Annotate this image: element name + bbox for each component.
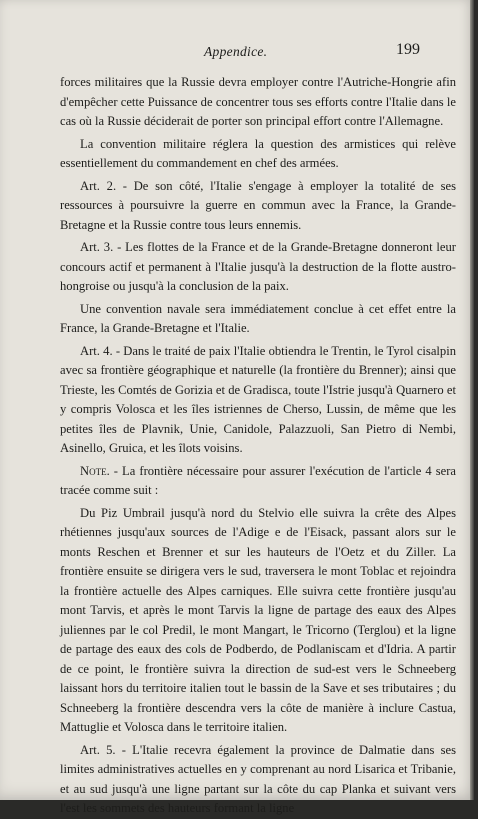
note-label: Note. — [80, 463, 110, 478]
paragraph: Art. 5. - L'Italie recevra également la province de Dalmatie dans ses limites administratives actuelles en y comprenant au nord Lisarica et Tribanie, et au sud jusqu'à une ligne partant sur la côte du cap Planka et suivant vers l'est les sommets des hauteurs formant la ligne — [60, 742, 456, 815]
page-number: 199 — [396, 41, 420, 58]
body-text — [60, 73, 456, 819]
paragraph: Art. 4. - Dans le traité de paix l'Italie obtiendra le Trentin, le Tyrol cisalpin avec sa frontière géographique et naturelle (la frontière du Brenner); ainsi que Trieste, les Comtés de Gorizia et de Gradisca, toute l'Istrie jusqu'à Quarnero et y compris Volosca et les îles istriennes de Cherso, Lussin, de même que les petites îles de Plavnik, Unie, Canidole, Palazzuoli, San Pietro di Nembi, Asinello, Gruica, et les îlots voisins. — [60, 343, 456, 455]
note-text: La frontière nécessaire pour assurer l'exécution de l'article 4 sera tracée comme suit : — [60, 463, 456, 497]
paragraph: Art. 3. - Les flottes de la France et de la Grande-Bretagne donneront leur concours actif et permanent à l'Italie jusqu'à la destruction de la flotte austro-hongroise ou jusqu'à la conclusion de la paix. — [60, 240, 456, 293]
page-edge-shadow — [470, 0, 474, 800]
paragraph: forces militaires que la Russie devra employer contre l'Autriche-Hongrie afin d'empêcher cette Puissance de concentrer tous ses efforts contre l'Italie dans le cas où la Russie déciderait de porter son principal effort contre l'Allemagne. — [60, 75, 456, 128]
paragraph: Art. 2. - De son côté, l'Italie s'engage à employer la totalité de ses ressources à poursuivre la guerre en commun avec la France, la Grande-Bretagne et la Russie contre tous leurs ennemis. — [60, 178, 456, 232]
note-paragraph: Note. - La frontière nécessaire pour assurer l'exécution de l'article 4 sera tracée comme suit : — [60, 463, 456, 497]
page-header — [0, 41, 474, 64]
paragraph: Du Piz Umbrail jusqu'à nord du Stelvio elle suivra la crête des Alpes rhétiennes jusqu'aux sources de l'Adige e de l'Eisack, passant alors sur le monts Reschen et Brenner et sur les hauteurs de l'Oetz et du Ziller. La frontière ensuite se dirigera vers le sud, traversera le mont Toblac et rejoindra la frontière actuelle des Alpes carniques. Elle suivra cette frontière jusqu'au mont Tarvis, et après le mont Tarvis la ligne de partage des eaux des Alpes juliennes par le col Predil, le mont Mangart, le Tricorno (Terglou) et la ligne de partage des eaux des cols de Podberdo, de Podlaniscam et d'Idria. A partir de ce point, le frontière suivra la direction de sud-est vers le Schneeberg laissant hors du territoire italien tout le bassin de la Save et ses tributaires ; du Schneeberg la frontière descendra vers la côte de manière à inclure Castua, Mattuglie et Volosca dans le territoire italien. — [60, 505, 456, 734]
paragraph: Une convention navale sera immédiatement conclue à cet effet entre la France, la Grande-Bretagne et l'Italie. — [60, 301, 456, 335]
paragraph: La convention militaire réglera la question des armistices qui relève essentiellement du commandement en chef des armées. — [60, 136, 456, 170]
running-title: Appendice. — [204, 44, 268, 59]
